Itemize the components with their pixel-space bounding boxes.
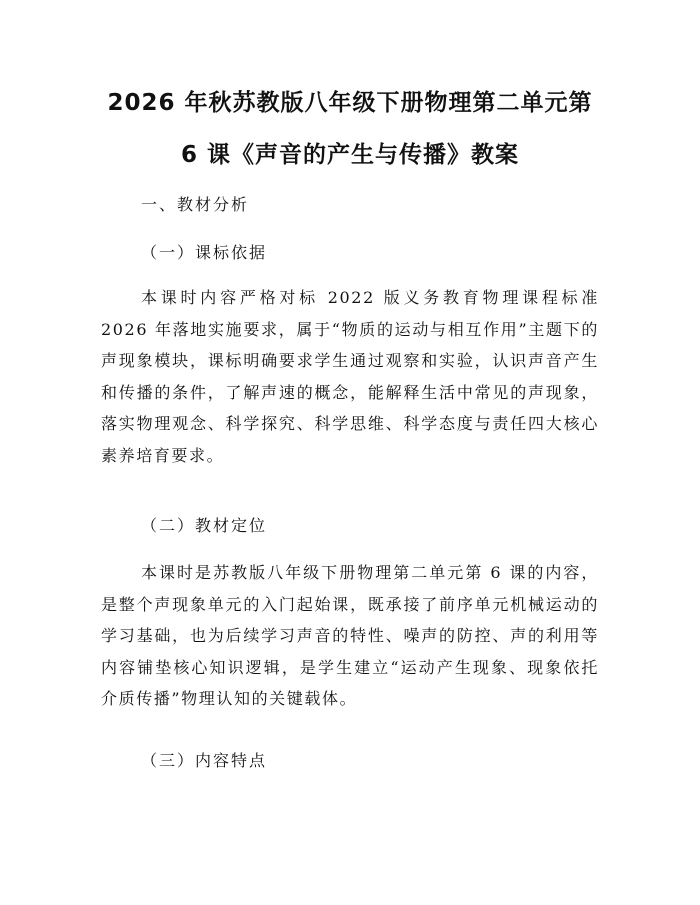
document-title-line1: 2026 年秋苏教版八年级下册物理第二单元第 — [107, 90, 593, 116]
paragraph-curriculum-basis: 本课时内容严格对标 2022 版义务教育物理课程标准 2026 年落地实施要求，属于“物质的运动与相互作用”主题下的声现象模块，课标明确要求学生通过观察和实验，认识声音产生和传播的条件，了解声速的概念，能解释生活中常见的声现象，落实物理观念、科学探究、科学思维、科学态度与责任四大核心素养培育要求。 — [101, 288, 599, 465]
section-heading-teaching-material-analysis: 一、教材分析 — [141, 195, 250, 214]
document-title-line2: 6 课《声音的产生与传播》教案 — [180, 142, 519, 168]
subsection-heading-material-position: （二）教材定位 — [141, 516, 268, 535]
paragraph-material-position: 本课时是苏教版八年级下册物理第二单元第 6 课的内容，是整个声现象单元的入门起始课，既承接了前序单元机械运动的学习基础，也为后续学习声音的特性、噪声的防控、声的利用等内容铺垫核心知识逻辑，是学生建立“运动产生现象、现象依托介质传播”物理认知的关键载体。 — [101, 563, 599, 708]
subsection-heading-content-features: （三）内容特点 — [141, 751, 268, 770]
subsection-heading-curriculum-basis: （一）课标依据 — [141, 243, 268, 262]
